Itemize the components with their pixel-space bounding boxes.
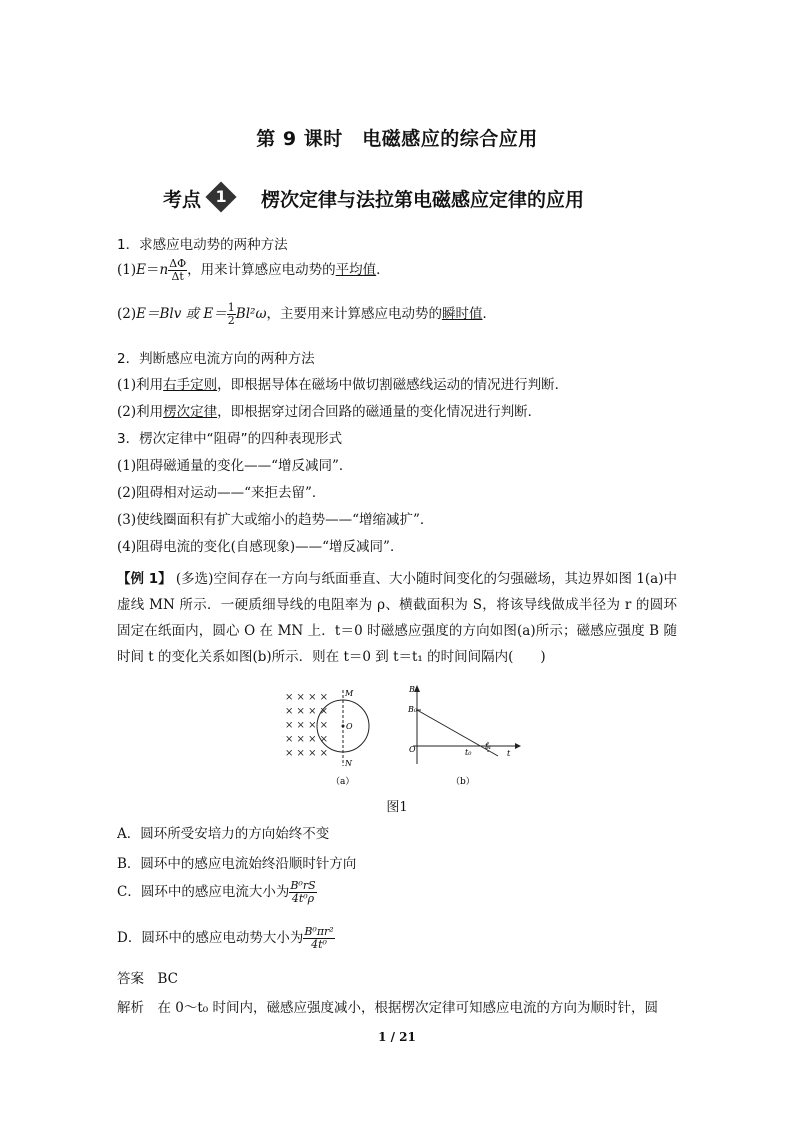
center-dot: [342, 725, 345, 728]
page-number: 1 / 21: [378, 1030, 416, 1044]
s2-l1-post: ，即根据导体在磁场中做切割磁感线运动的情况进行判断．: [217, 377, 569, 393]
option-d: [117, 926, 335, 951]
s2-line1: [117, 373, 568, 393]
s1-l1-eq: ＝: [145, 262, 160, 278]
fraction-option-d: [303, 926, 334, 951]
svg-text:× × × ×: × × × ×: [285, 692, 329, 703]
example-label: 【例 1】: [117, 571, 172, 587]
section1-heading: 1．求感应电动势的两种方法: [117, 237, 288, 253]
option-d-text: D．圆环中的感应电动势大小为: [117, 930, 304, 946]
s1-l2-formula-a: E＝Blv 或 E＝: [136, 306, 227, 322]
example-text: (多选)空间存在一方向与纸面垂直、大小随时间变化的匀强磁场，其边界如图 1(a)中虚线 MN 所示．一硬质细导线的电阻率为 ρ、横截面积为 S，将该导线做成半径为 r 的圆环固定在纸面内，圆心 O 在 MN 上．t＝0 时磁感应强度的方向如图(a)所示；磁感应强度 B 随时间 t 的变化关系如图(b)所示．则在 t＝0 到 t＝t₁ 的时间间隔内( ): [117, 571, 677, 665]
s1-l1-e: E: [136, 262, 146, 278]
s1-l2-mid: ，主要用来计算感应电动势的: [266, 306, 442, 322]
label-t0: t₀: [465, 748, 472, 757]
s1-l1-mid: ，用来计算感应电动势的: [187, 262, 336, 278]
s1-line2: [117, 302, 496, 327]
label-m: M: [345, 689, 354, 698]
kaodian-number: 1: [215, 187, 227, 206]
fraction-half: [227, 302, 236, 327]
b-axis-arrow: [414, 685, 420, 692]
s1-l2-pre: (2): [117, 306, 137, 322]
diamond-number-icon: [205, 181, 239, 215]
frac-denominator: Δt: [171, 270, 184, 283]
magnetic-field-crosses: [285, 692, 328, 759]
page-title: 第 9 课时 电磁感应的综合应用: [256, 128, 538, 150]
frac-denominator: 4t⁰ρ: [291, 892, 315, 905]
section2-heading: 2．判断感应电流方向的两种方法: [117, 351, 315, 367]
answer-label: 答案: [117, 971, 144, 987]
option-b: B．圆环中的感应电流始终沿顺时针方向: [117, 856, 357, 872]
analysis-text: 在 0～t₀ 时间内，磁感应强度减小，根据楞次定律可知感应电流的方向为顺时针，圆: [157, 1000, 659, 1016]
s1-l2-end: ．: [482, 306, 496, 322]
figure-svg: [283, 684, 523, 794]
option-a: A．圆环所受安培力的方向始终不变: [117, 826, 330, 842]
label-n: N: [345, 759, 352, 768]
s1-l1-end: ．: [376, 262, 390, 278]
section3-heading: 3．楞次定律中“阻碍”的四种表现形式: [117, 431, 343, 447]
label-origin: O: [409, 745, 416, 754]
s1-l2-formula-b: Bl²ω: [235, 306, 267, 322]
frac-numerator: 1: [227, 301, 235, 314]
figure-1: [283, 684, 523, 798]
t-axis-arrow: [515, 743, 521, 749]
s2-l1-pre: (1)利用: [117, 377, 164, 393]
kaodian-header: [163, 180, 584, 216]
s1-l2-underline: 瞬时值: [441, 306, 483, 322]
answer-value: BC: [157, 971, 179, 987]
svg-text:× × × ×: × × × ×: [285, 706, 329, 717]
s1-l1-n: n: [159, 262, 169, 278]
example-paragraph: [117, 566, 677, 670]
frac-numerator: B⁰πr²: [304, 925, 334, 938]
s2-l1-underline: 右手定则: [163, 377, 218, 393]
kaodian-label: 考点: [163, 188, 202, 211]
fraction-dphi-dt: [168, 258, 187, 283]
frac-numerator: ΔΦ: [169, 257, 187, 270]
option-c: [117, 880, 317, 905]
label-b: B: [409, 685, 415, 694]
s2-line2: [117, 400, 541, 420]
svg-text:× × × ×: × × × ×: [285, 720, 329, 731]
label-t: t: [507, 749, 511, 758]
svg-text:× × × ×: × × × ×: [285, 748, 329, 759]
label-o: O: [346, 722, 353, 731]
s2-l2-underline: 楞次定律: [163, 404, 218, 420]
s3-item-1: (1)阻碍磁通量的变化——“增反减同”．: [117, 458, 353, 474]
analysis-line: [117, 996, 658, 1016]
label-a: （a）: [331, 777, 355, 787]
frac-numerator: B⁰rS: [290, 879, 316, 892]
s3-item-4: (4)阻碍电流的变化(自感现象)——“增反减同”．: [117, 539, 404, 555]
s3-item-2: (2)阻碍相对运动——“来拒去留”．: [117, 485, 326, 501]
svg-text:× × × ×: × × × ×: [285, 734, 329, 745]
label-t1: t₁: [485, 742, 492, 751]
label-b-fig: （b）: [451, 777, 475, 787]
s2-l2-post: ，即根据穿过闭合回路的磁通量的变化情况进行判断．: [217, 404, 542, 420]
fraction-option-c: [289, 880, 316, 905]
s3-item-3: (3)使线圈面积有扩大或缩小的趋势——“增缩减扩”．: [117, 512, 434, 528]
figure-caption: 图1: [386, 800, 408, 815]
s1-l1-pre: (1): [117, 262, 137, 278]
s1-line1: [117, 258, 390, 283]
s2-l2-pre: (2)利用: [117, 404, 164, 420]
kaodian-heading: 楞次定律与法拉第电磁感应定律的应用: [261, 188, 585, 211]
frac-denominator: 4t⁰: [311, 938, 327, 951]
analysis-label: 解析: [117, 1000, 144, 1016]
answer-line: [117, 967, 178, 987]
label-b0: B₀: [408, 705, 418, 714]
s1-l1-underline: 平均值: [335, 262, 377, 278]
option-c-text: C．圆环中的感应电流大小为: [117, 884, 290, 900]
frac-denominator: 2: [227, 314, 235, 327]
